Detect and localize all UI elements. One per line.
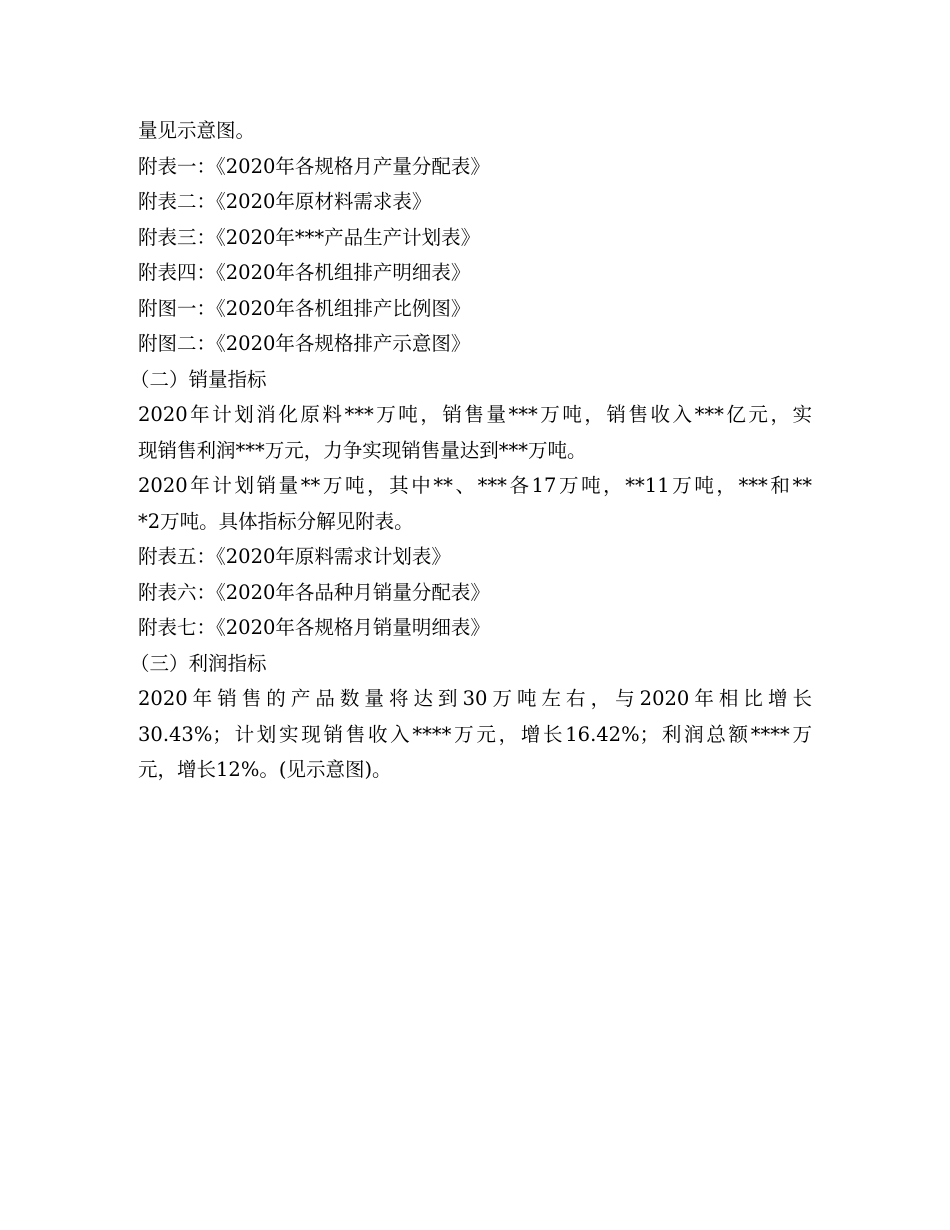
section-heading-profit: （三）利润指标 <box>130 651 267 675</box>
appendix-table-7: 附表七：《2020年各规格月销量明细表》 <box>138 616 490 639</box>
appendix-table-3: 附表三：《2020年***产品生产计划表》 <box>138 225 481 249</box>
sales-paragraph-2-line-2: *2万吨。具体指标分解见附表。 <box>138 509 414 533</box>
sales-paragraph-2-line-1: 2020年计划销量**万吨，其中**、***各17万吨，**11万吨，***和** <box>138 474 812 497</box>
profit-paragraph-line-3: 元，增长12%。(见示意图)。 <box>138 758 392 781</box>
appendix-table-6: 附表六：《2020年各品种月销量分配表》 <box>138 580 490 604</box>
paragraph-continuation: 量见示意图。 <box>138 119 256 142</box>
section-heading-sales: （二）销量指标 <box>130 367 267 391</box>
appendix-figure-1: 附图一：《2020年各机组排产比例图》 <box>138 296 471 320</box>
appendix-table-2: 附表二：《2020年原材料需求表》 <box>138 190 432 213</box>
appendix-table-1: 附表一：《2020年各规格月产量分配表》 <box>138 154 490 178</box>
sales-paragraph-1-line-2: 现销售利润***万元，力争实现销售量达到***万吨。 <box>138 438 587 462</box>
profit-paragraph-line-1: 2020年销售的产品数量将达到30万吨左右，与2020年相比增长 <box>138 687 812 710</box>
appendix-table-4: 附表四：《2020年各机组排产明细表》 <box>138 261 471 284</box>
document-body <box>130 113 812 788</box>
profit-paragraph-line-2: 30.43%；计划实现销售收入****万元，增长16.42%；利润总额****万 <box>138 722 812 746</box>
appendix-figure-2: 附图二：《2020年各规格排产示意图》 <box>138 332 471 355</box>
appendix-table-5: 附表五：《2020年原料需求计划表》 <box>138 545 451 568</box>
sales-paragraph-1-line-1: 2020年计划消化原料***万吨，销售量***万吨，销售收入***亿元，实 <box>138 403 812 426</box>
